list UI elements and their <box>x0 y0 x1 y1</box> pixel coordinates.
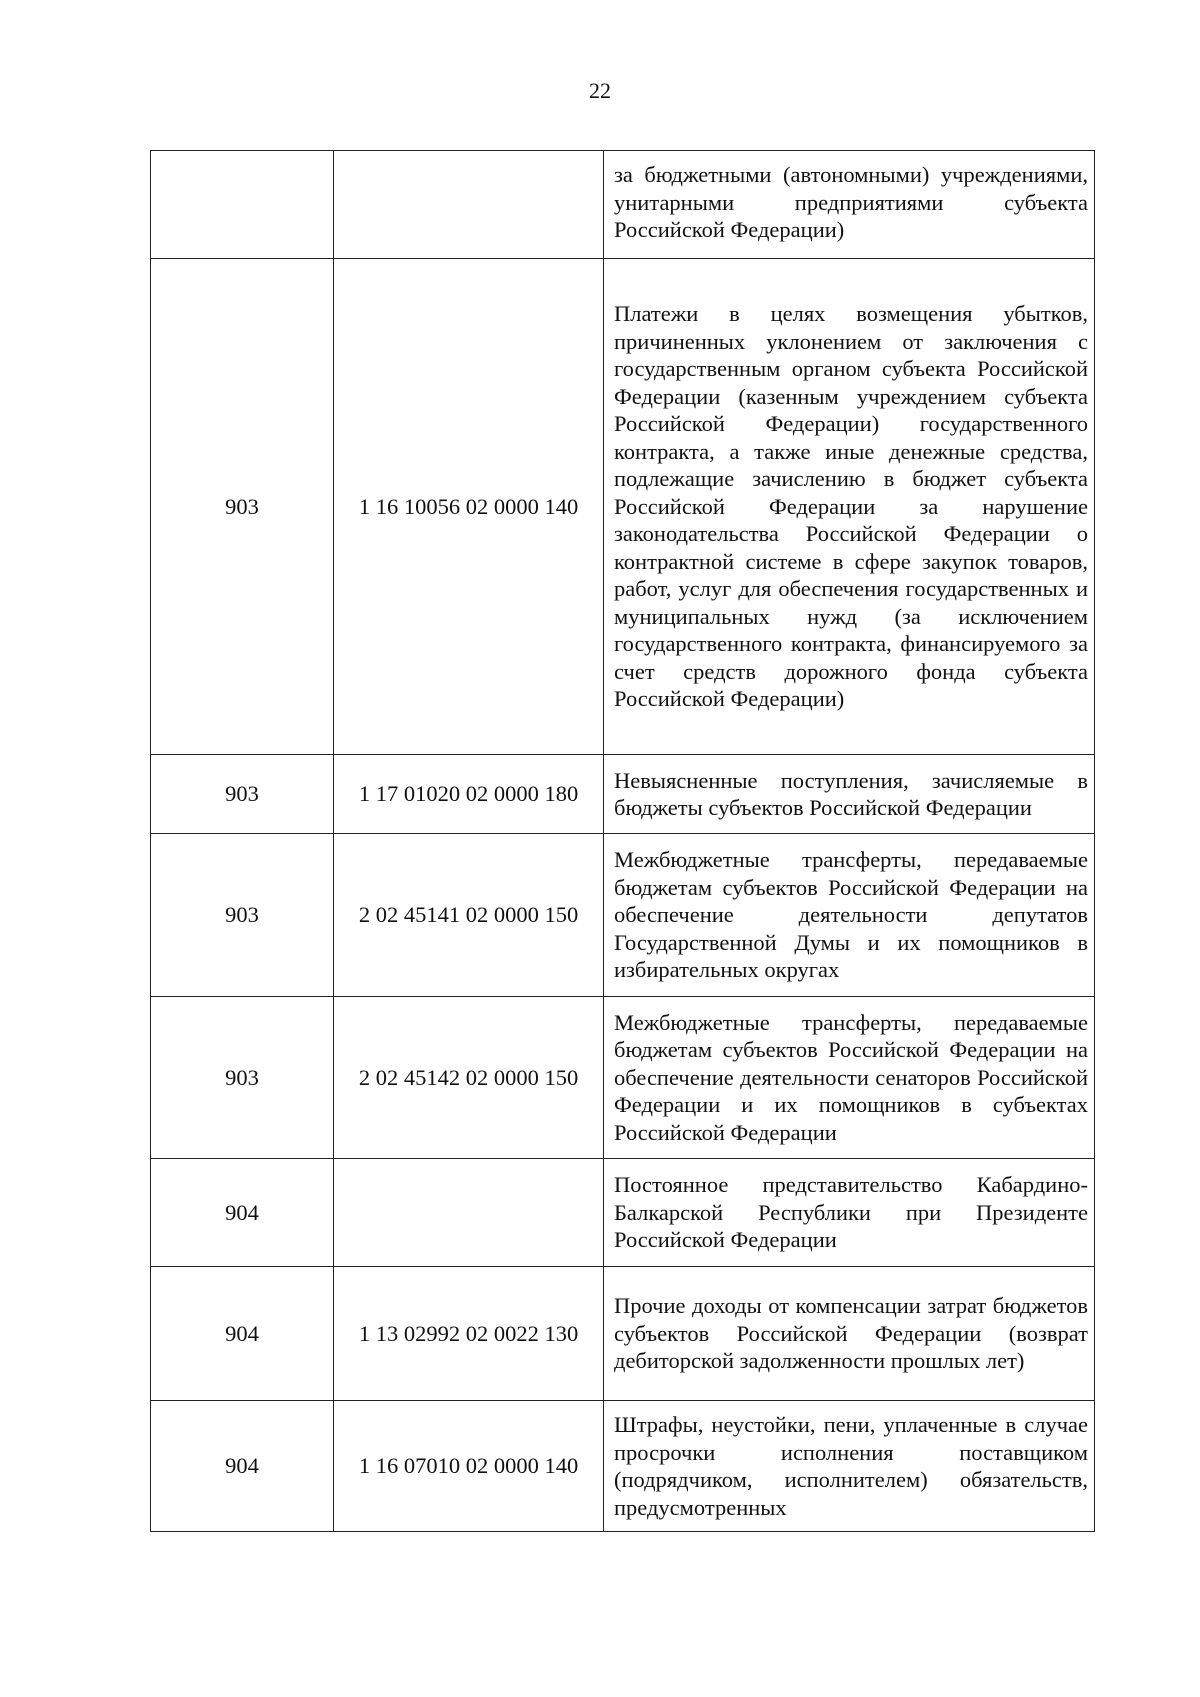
table-row <box>151 755 1095 834</box>
page-number: 22 <box>589 78 611 103</box>
table-row <box>151 1401 1095 1532</box>
revenue-name-cell: за бюджетными (автономными) учреждениями, унитарными предприятиями субъекта Российской Федерации) <box>604 151 1095 259</box>
revenue-name-cell: Постоянное представительство Кабардино-Балкарской Республики при Президенте Российской Федерации <box>604 1159 1095 1267</box>
table-row <box>151 997 1095 1159</box>
admin-code-cell: 904 <box>151 1159 334 1267</box>
budget-revenue-table <box>150 150 1095 1532</box>
table-row <box>151 151 1095 259</box>
revenue-name-cell: Прочие доходы от компенсации затрат бюджетов субъектов Российской Федерации (возврат дебиторской задолженности прошлых лет) <box>604 1267 1095 1401</box>
admin-code-cell: 903 <box>151 834 334 997</box>
table-row <box>151 1267 1095 1401</box>
revenue-name-cell: Штрафы, неустойки, пени, уплаченные в случае просрочки исполнения поставщиком (подрядчиком, исполнителем) обязательств, предусмотренных <box>604 1401 1095 1532</box>
budget-code-cell: 1 17 01020 02 0000 180 <box>334 755 604 834</box>
revenue-name-cell: Межбюджетные трансферты, передаваемые бюджетам субъектов Российской Федерации на обеспечение деятельности сенаторов Российской Федерации и их помощников в субъектах Российской Федерации <box>604 997 1095 1159</box>
budget-code-cell: 2 02 45142 02 0000 150 <box>334 997 604 1159</box>
revenue-name-cell: Платежи в целях возмещения убытков, причиненных уклонением от заключения с государственным органом субъекта Российской Федерации (казенным учреждением субъекта Российской Федерации) государственного контракта, а также иные денежные средства, подлежащие зачислению в бюджет субъекта Российской Федерации за нарушение законодательства Российской Федерации о контрактной системе в сфере закупок товаров, работ, услуг для обеспечения государственных и муниципальных нужд (за исключением государственного контракта, финансируемого за счет средств дорожного фонда субъекта Российской Федерации) <box>604 259 1095 755</box>
budget-code-cell: 2 02 45141 02 0000 150 <box>334 834 604 997</box>
admin-code-cell <box>151 151 334 259</box>
table-row <box>151 1159 1095 1267</box>
budget-code-cell: 1 16 10056 02 0000 140 <box>334 259 604 755</box>
admin-code-cell: 904 <box>151 1267 334 1401</box>
budget-code-cell <box>334 151 604 259</box>
table-row <box>151 259 1095 755</box>
revenue-name-cell: Межбюджетные трансферты, передаваемые бюджетам субъектов Российской Федерации на обеспечение деятельности депутатов Государственной Думы и их помощников в избирательных округах <box>604 834 1095 997</box>
budget-code-cell: 1 13 02992 02 0022 130 <box>334 1267 604 1401</box>
admin-code-cell: 903 <box>151 259 334 755</box>
revenue-name-cell: Невыясненные поступления, зачисляемые в бюджеты субъектов Российской Федерации <box>604 755 1095 834</box>
admin-code-cell: 903 <box>151 997 334 1159</box>
table-row <box>151 834 1095 997</box>
admin-code-cell: 904 <box>151 1401 334 1532</box>
budget-code-cell: 1 16 07010 02 0000 140 <box>334 1401 604 1532</box>
admin-code-cell: 903 <box>151 755 334 834</box>
budget-code-cell <box>334 1159 604 1267</box>
